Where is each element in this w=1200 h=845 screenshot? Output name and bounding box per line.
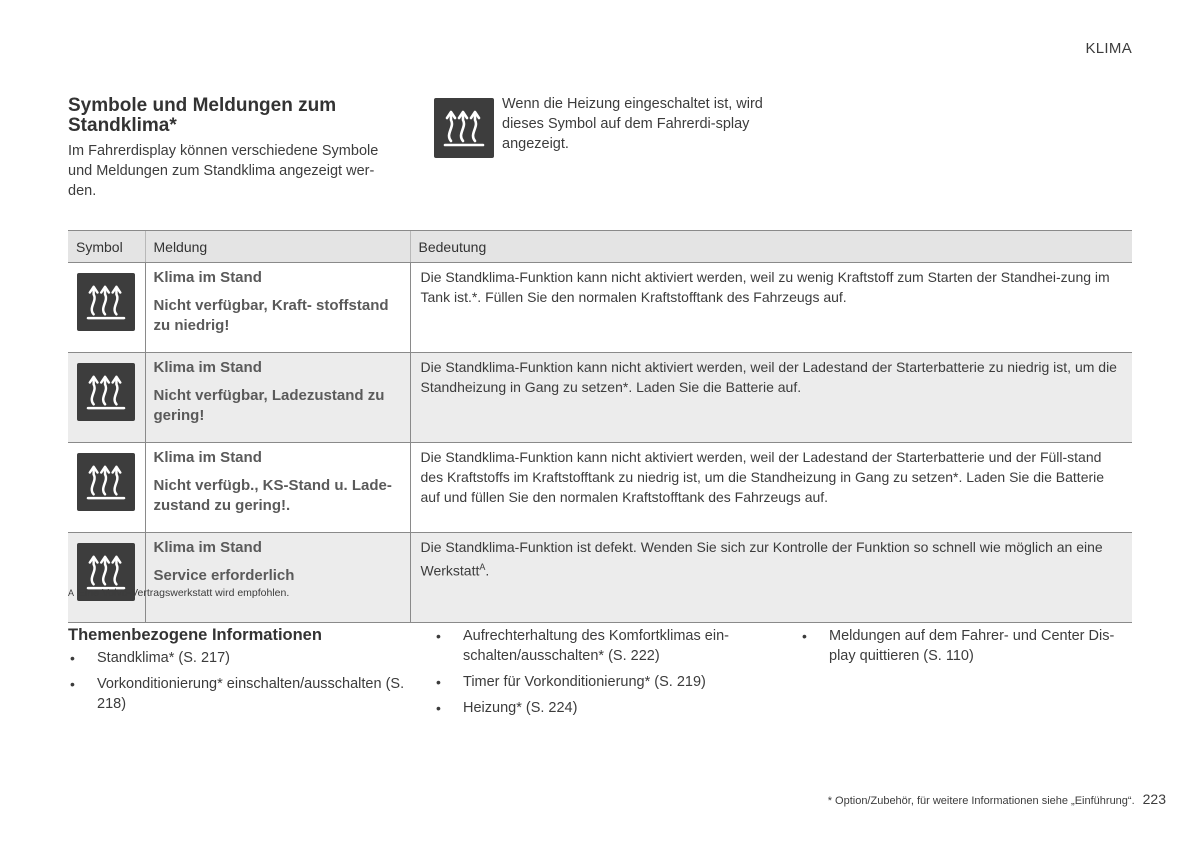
section-label: KLIMA bbox=[1085, 40, 1132, 57]
table-footnote bbox=[68, 587, 289, 599]
related-link[interactable] bbox=[434, 672, 754, 692]
footnote-text: Eine Volvo-Vertragswerkstatt wird empfohlen. bbox=[78, 587, 290, 599]
message-title: Klima im Stand bbox=[153, 269, 262, 286]
related-list-column-1 bbox=[68, 648, 408, 720]
meaning-cell: Die Standklima-Funktion kann nicht aktiviert werden, weil der Ladestand der Starterbatterie und der Füll-stand des Kraftstoffs im Kraftstofftank zu niedrig ist, um die Standheizung in Gang zu setzen*. Laden Sie die Batterie auf und füllen Sie den normalen Kraftstofftank des Fahrzeugs auf. bbox=[410, 443, 1132, 533]
related-link-label: Timer für Vorkonditionierung* (S. 219) bbox=[463, 674, 706, 690]
message-cell bbox=[145, 443, 410, 533]
related-link[interactable] bbox=[800, 626, 1140, 666]
message-cell bbox=[145, 533, 410, 623]
heater-icon bbox=[77, 453, 135, 511]
meaning-cell: Die Standklima-Funktion kann nicht aktiviert werden, weil zu wenig Kraftstoff zum Starten der Standhei-zung im Tank ist.*. Füllen Sie den normalen Kraftstofftank des Fahrzeugs auf. bbox=[410, 263, 1132, 353]
table-row bbox=[68, 443, 1132, 533]
header-meaning: Bedeutung bbox=[410, 231, 1132, 263]
related-link-label: Heizung* (S. 224) bbox=[463, 700, 578, 716]
header-symbol: Symbol bbox=[68, 231, 145, 263]
meaning-text: Die Standklima-Funktion ist defekt. Wenden Sie sich zur Kontrolle der Funktion so schnell wie möglich an eine Werkstatt bbox=[420, 539, 1103, 579]
related-link-label: Standklima* (S. 217) bbox=[97, 650, 230, 666]
related-link[interactable] bbox=[68, 648, 408, 668]
table-row bbox=[68, 353, 1132, 443]
related-heading: Themenbezogene Informationen bbox=[68, 626, 322, 644]
symbol-cell bbox=[68, 263, 145, 353]
related-link[interactable] bbox=[434, 626, 754, 666]
symbol-note-text: Wenn die Heizung eingeschaltet ist, wird dieses Symbol auf dem Fahrerdi-splay angezeigt. bbox=[502, 96, 763, 152]
related-link-label: Vorkonditionierung* einschalten/ausschalten (S. 218) bbox=[97, 676, 405, 712]
table-row bbox=[68, 533, 1132, 623]
table-header-row bbox=[68, 231, 1132, 263]
bullet-icon: • bbox=[70, 650, 75, 666]
message-detail: Nicht verfügbar, Kraft- stoffstand zu niedrig! bbox=[153, 297, 389, 334]
related-link[interactable] bbox=[434, 698, 754, 718]
page-footer bbox=[828, 791, 1166, 807]
table-row bbox=[68, 263, 1132, 353]
heater-icon bbox=[434, 98, 494, 158]
message-detail: Nicht verfügbar, Ladezustand zu gering! bbox=[153, 387, 385, 424]
meaning-cell: Die Standklima-Funktion kann nicht aktiviert werden, weil der Ladestand der Starterbatterie zu niedrig ist, um die Standheizung in Gang zu setzen*. Laden Sie die Batterie auf. bbox=[410, 353, 1132, 443]
related-link-label: Aufrechterhaltung des Komfortklimas ein-schalten/ausschalten* (S. 222) bbox=[463, 628, 729, 664]
footer-note: * Option/Zubehör, für weitere Informationen siehe „Einführung“. bbox=[827, 795, 1135, 807]
bullet-icon: • bbox=[436, 674, 441, 690]
heater-icon bbox=[77, 363, 135, 421]
symbol-cell bbox=[68, 353, 145, 443]
related-list-column-3 bbox=[800, 626, 1140, 672]
symbol-cell bbox=[68, 443, 145, 533]
related-link[interactable] bbox=[68, 674, 408, 714]
bullet-icon: • bbox=[70, 676, 75, 692]
bullet-icon: • bbox=[802, 628, 807, 644]
message-title: Klima im Stand bbox=[153, 449, 262, 466]
message-title: Klima im Stand bbox=[153, 539, 262, 556]
message-detail: Nicht verfügb., KS-Stand u. Lade-zustand zu gering!. bbox=[153, 477, 392, 514]
message-detail: Service erforderlich bbox=[153, 567, 295, 584]
footnote-mark: A bbox=[68, 588, 75, 598]
heater-icon bbox=[77, 273, 135, 331]
message-title: Klima im Stand bbox=[153, 359, 262, 376]
header-message: Meldung bbox=[145, 231, 410, 263]
related-link-label: Meldungen auf dem Fahrer- und Center Dis-play quittieren (S. 110) bbox=[829, 628, 1115, 664]
footnote-reference: A bbox=[479, 562, 486, 572]
page-title: Symbole und Meldungen zum Standklima* bbox=[68, 95, 337, 136]
related-list-column-2 bbox=[434, 626, 754, 724]
message-cell bbox=[145, 353, 410, 443]
message-table bbox=[68, 230, 1132, 623]
bullet-icon: • bbox=[436, 628, 441, 644]
message-cell bbox=[145, 263, 410, 353]
bullet-icon: • bbox=[436, 700, 441, 716]
meaning-end: . bbox=[485, 562, 490, 579]
symbol-cell bbox=[68, 533, 145, 623]
page-number: 223 bbox=[1142, 791, 1166, 807]
intro-text: Im Fahrerdisplay können verschiedene Symbole und Meldungen zum Standklima angezeigt wer-den. bbox=[68, 143, 379, 199]
meaning-cell bbox=[410, 533, 1132, 623]
